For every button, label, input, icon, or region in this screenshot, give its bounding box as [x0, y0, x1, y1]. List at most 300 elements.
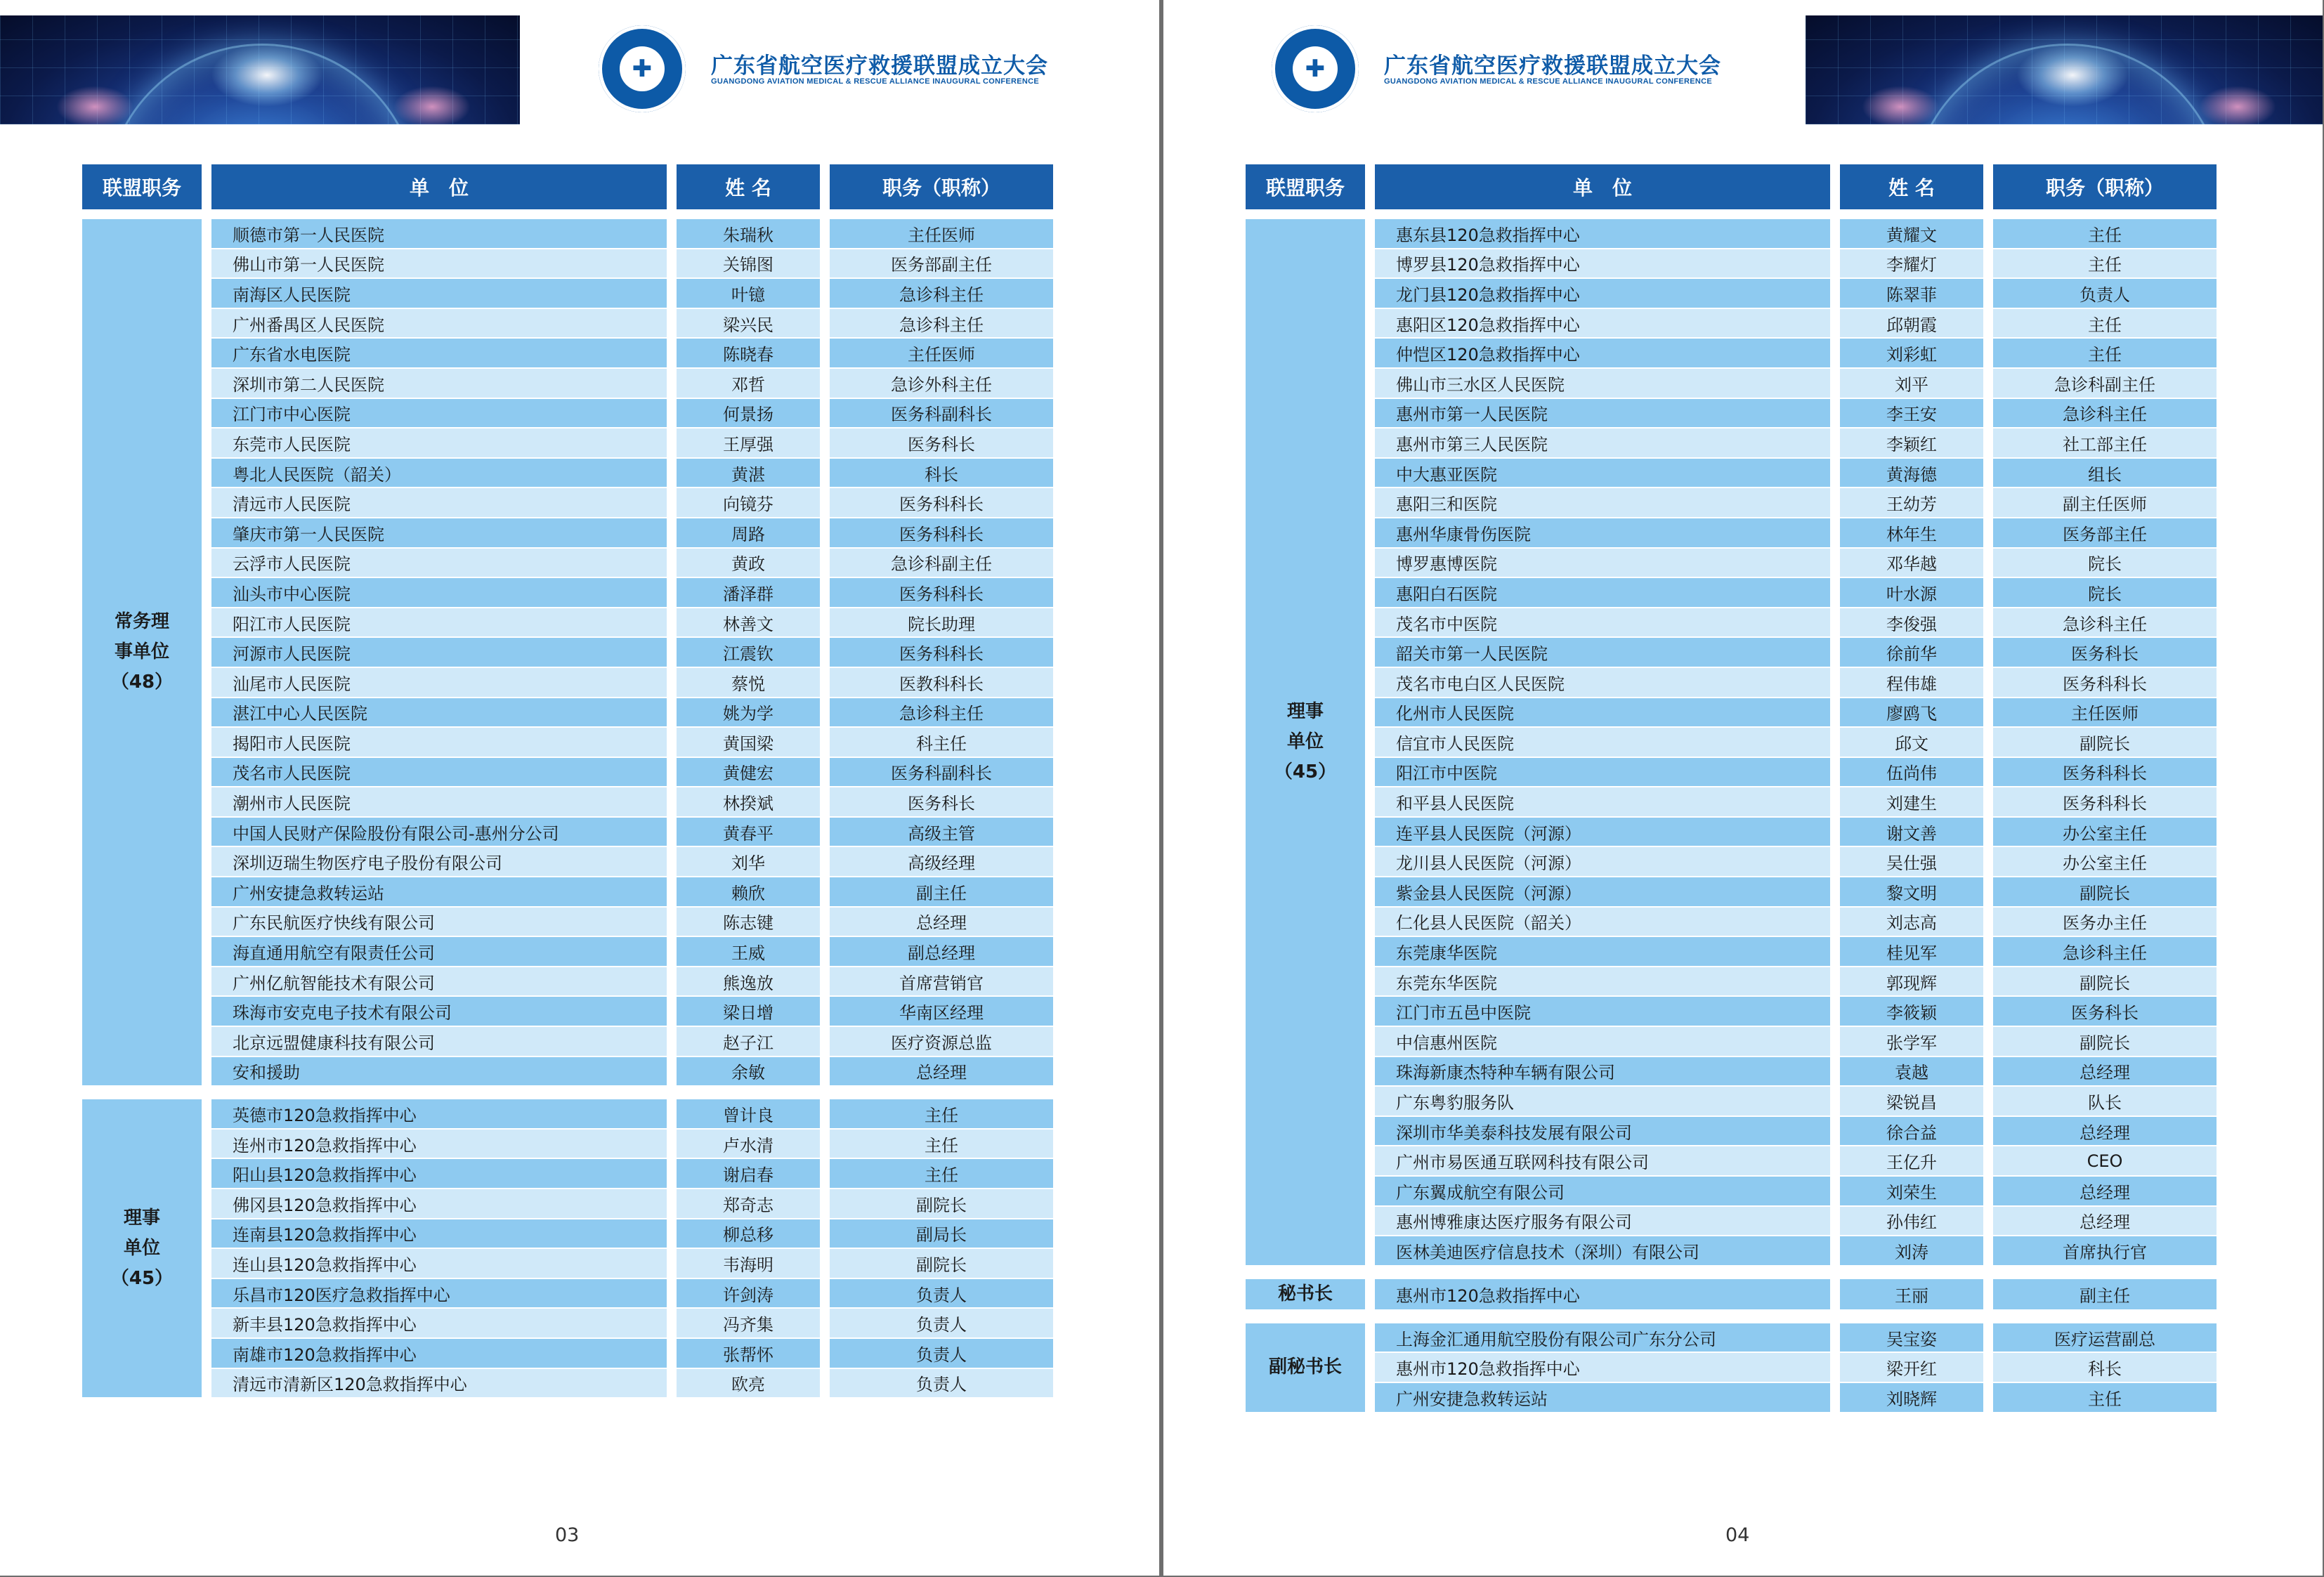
- table-row: [82, 908, 1053, 938]
- name-cell: 黄国梁: [677, 728, 820, 758]
- title-cell: 医务科科长: [1993, 787, 2217, 818]
- unit-cell: 江门市五邑中医院: [1375, 997, 1830, 1027]
- table-row: [1246, 908, 2217, 938]
- title-cell: 总经理: [1993, 1057, 2217, 1087]
- unit-cell: 广东民航医疗快线有限公司: [211, 908, 667, 938]
- title-cell: 科长: [830, 459, 1053, 489]
- name-cell: 熊逸放: [677, 967, 820, 997]
- unit-cell: 茂名市中医院: [1375, 608, 1830, 639]
- unit-cell: 英德市120急救指挥中心: [211, 1099, 667, 1130]
- table-row: [1246, 399, 2217, 429]
- name-cell: 梁兴民: [677, 309, 820, 339]
- table-row: [82, 339, 1053, 369]
- title-cell: 院长: [1993, 549, 2217, 579]
- unit-cell: 连南县120急救指挥中心: [211, 1219, 667, 1250]
- title-cell: CEO: [1993, 1146, 2217, 1177]
- name-cell: 吴宝姿: [1840, 1323, 1983, 1354]
- unit-cell: 揭阳市人民医院: [211, 728, 667, 758]
- name-cell: 林年生: [1840, 518, 1983, 549]
- unit-cell: 中信惠州医院: [1375, 1027, 1830, 1057]
- name-cell: 王幼芳: [1840, 488, 1983, 518]
- table-row: [1246, 1207, 2217, 1237]
- table-row: [1246, 937, 2217, 967]
- page-number: 04: [1725, 1524, 1750, 1546]
- unit-cell: 河源市人民医院: [211, 638, 667, 668]
- title-cell: 急诊科副主任: [830, 549, 1053, 579]
- title-cell: 医务部主任: [1993, 518, 2217, 549]
- table-row: [82, 1339, 1053, 1369]
- title-cell: 主任: [1993, 309, 2217, 339]
- table-row: [1246, 668, 2217, 698]
- name-cell: 刘晓辉: [1840, 1383, 1983, 1413]
- unit-cell: 广东翼成航空有限公司: [1375, 1177, 1830, 1207]
- name-cell: 赖欣: [677, 877, 820, 908]
- table-row: [82, 638, 1053, 668]
- title-cell: 医疗运营副总: [1993, 1323, 2217, 1354]
- name-cell: 徐合益: [1840, 1117, 1983, 1147]
- name-cell: 刘荣生: [1840, 1177, 1983, 1207]
- globe-banner-image: [1806, 15, 2323, 124]
- name-cell: 许剑涛: [677, 1279, 820, 1309]
- role-line: （45）: [110, 1267, 174, 1289]
- unit-cell: 广州番禺区人民医院: [211, 309, 667, 339]
- title-cell: 医务科长: [830, 787, 1053, 818]
- conference-title: 广东省航空医疗救援联盟成立大会: [711, 53, 1048, 79]
- name-cell: 叶镱: [677, 279, 820, 309]
- title-cell: 医疗资源总监: [830, 1027, 1053, 1057]
- table-row: [1246, 428, 2217, 459]
- table-row: [82, 309, 1053, 339]
- name-cell: 向镜芬: [677, 488, 820, 518]
- name-cell: 王厚强: [677, 428, 820, 459]
- name-cell: 周路: [677, 518, 820, 549]
- table-row: [1246, 698, 2217, 728]
- role-line: 副秘书长: [1268, 1356, 1342, 1378]
- title-cell: 急诊科副主任: [1993, 369, 2217, 399]
- unit-cell: 佛冈县120急救指挥中心: [211, 1189, 667, 1219]
- role-cell: [1246, 1279, 1365, 1311]
- title-cell: 高级经理: [830, 847, 1053, 877]
- unit-cell: 广东省水电医院: [211, 339, 667, 369]
- unit-cell: 上海金汇通用航空股份有限公司广东分公司: [1375, 1323, 1830, 1354]
- table-row: [1246, 1177, 2217, 1207]
- table-row: [82, 578, 1053, 608]
- title-cell: 医务科长: [1993, 997, 2217, 1027]
- title-cell: 院长: [1993, 578, 2217, 608]
- table-row: [82, 608, 1053, 639]
- table-row: [1246, 1279, 2217, 1311]
- table-row: [82, 877, 1053, 908]
- name-cell: 林揆斌: [677, 787, 820, 818]
- name-cell: 曾计良: [677, 1099, 820, 1130]
- table-row: [1246, 1323, 2217, 1354]
- name-cell: 邓华越: [1840, 549, 1983, 579]
- name-cell: 李颖红: [1840, 428, 1983, 459]
- unit-cell: 湛江中心人民医院: [211, 698, 667, 728]
- name-cell: 桂见军: [1840, 937, 1983, 967]
- title-cell: 医务科科长: [830, 488, 1053, 518]
- helicopter-icon: ✚: [1293, 46, 1338, 91]
- table-row: [1246, 578, 2217, 608]
- name-cell: 陈晓春: [677, 339, 820, 369]
- title-cell: 负责人: [1993, 279, 2217, 309]
- table-row: [1246, 1383, 2217, 1413]
- name-cell: 王亿升: [1840, 1146, 1983, 1177]
- table-row: [82, 728, 1053, 758]
- title-cell: 医务科科长: [1993, 668, 2217, 698]
- roster-table: [72, 164, 1063, 1399]
- unit-cell: 南雄市120急救指挥中心: [211, 1339, 667, 1369]
- title-cell: 急诊科主任: [830, 309, 1053, 339]
- unit-cell: 广州亿航智能技术有限公司: [211, 967, 667, 997]
- table-row: [82, 488, 1053, 518]
- role-line: 单位: [1286, 731, 1324, 752]
- table-row: [82, 459, 1053, 489]
- title-cell: 急诊外科主任: [830, 369, 1053, 399]
- unit-cell: 东莞东华医院: [1375, 967, 1830, 997]
- table-row: [82, 399, 1053, 429]
- table-header-row: [1246, 164, 2217, 219]
- unit-cell: 连山县120急救指挥中心: [211, 1249, 667, 1279]
- unit-cell: 信宜市人民医院: [1375, 728, 1830, 758]
- unit-cell: 阳江市中医院: [1375, 758, 1830, 788]
- table-row: [1246, 1087, 2217, 1117]
- table-row: [82, 249, 1053, 280]
- role-line: （48）: [110, 672, 174, 693]
- name-cell: 谢启春: [677, 1159, 820, 1189]
- name-cell: 潘泽群: [677, 578, 820, 608]
- name-cell: 刘平: [1840, 369, 1983, 399]
- unit-cell: 惠州市第三人民医院: [1375, 428, 1830, 459]
- globe-banner-image: [0, 15, 520, 124]
- name-cell: 柳总移: [677, 1219, 820, 1250]
- table-row: [82, 967, 1053, 997]
- title-cell: 急诊科主任: [1993, 937, 2217, 967]
- table-row: [1246, 847, 2217, 877]
- unit-cell: 海直通用航空有限责任公司: [211, 937, 667, 967]
- title-cell: 主任: [830, 1130, 1053, 1160]
- table-row: [1246, 219, 2217, 249]
- title-cell: 副主任: [1993, 1279, 2217, 1311]
- table-row: [1246, 549, 2217, 579]
- table-row: [82, 1189, 1053, 1219]
- title-cell: 副院长: [1993, 728, 2217, 758]
- table-row: [1246, 1117, 2217, 1147]
- title-cell: 主任: [1993, 1383, 2217, 1413]
- header-unit: 单 位: [211, 164, 667, 219]
- table-row: [82, 1219, 1053, 1250]
- name-cell: 梁日增: [677, 997, 820, 1027]
- unit-cell: 南海区人民医院: [211, 279, 667, 309]
- name-cell: 黄海德: [1840, 459, 1983, 489]
- unit-cell: 和平县人民医院: [1375, 787, 1830, 818]
- role-line: 秘书长: [1277, 1283, 1333, 1304]
- name-cell: 刘志高: [1840, 908, 1983, 938]
- title-cell: 社工部主任: [1993, 428, 2217, 459]
- name-cell: 张学军: [1840, 1027, 1983, 1057]
- unit-cell: 江门市中心医院: [211, 399, 667, 429]
- title-cell: 医务科科长: [1993, 758, 2217, 788]
- table-row: [82, 518, 1053, 549]
- role-cell: [1246, 1323, 1365, 1413]
- title-cell: 主任医师: [1993, 698, 2217, 728]
- unit-cell: 连平县人民医院（河源）: [1375, 818, 1830, 848]
- unit-cell: 北京远盟健康科技有限公司: [211, 1027, 667, 1057]
- name-cell: 孙伟红: [1840, 1207, 1983, 1237]
- unit-cell: 惠阳白石医院: [1375, 578, 1830, 608]
- title-cell: 总经理: [1993, 1177, 2217, 1207]
- title-cell: 医务科科长: [830, 578, 1053, 608]
- name-cell: 王丽: [1840, 1279, 1983, 1311]
- name-cell: 江震钦: [677, 638, 820, 668]
- title-cell: 负责人: [830, 1279, 1053, 1309]
- name-cell: 张帮怀: [677, 1339, 820, 1369]
- unit-cell: 仁化县人民医院（韶关）: [1375, 908, 1830, 938]
- conference-title: 广东省航空医疗救援联盟成立大会: [1384, 53, 1721, 79]
- alliance-logo: [599, 25, 686, 112]
- unit-cell: 珠海新康杰特种车辆有限公司: [1375, 1057, 1830, 1087]
- name-cell: 赵子江: [677, 1027, 820, 1057]
- name-cell: 李俊强: [1840, 608, 1983, 639]
- role-cell: [82, 1099, 202, 1399]
- name-cell: 朱瑞秋: [677, 219, 820, 249]
- table-row: [82, 758, 1053, 788]
- title-cell: 总经理: [1993, 1117, 2217, 1147]
- unit-cell: 广州安捷急救转运站: [211, 877, 667, 908]
- header-title: 职务（职称）: [830, 164, 1053, 219]
- unit-cell: 中国人民财产保险股份有限公司-惠州分公司: [211, 818, 667, 848]
- name-cell: 欧亮: [677, 1369, 820, 1399]
- name-cell: 吴仕强: [1840, 847, 1983, 877]
- unit-cell: 龙门县120急救指挥中心: [1375, 279, 1830, 309]
- unit-cell: 惠州市第一人民医院: [1375, 399, 1830, 429]
- title-cell: 副院长: [1993, 1027, 2217, 1057]
- unit-cell: 佛山市三水区人民医院: [1375, 369, 1830, 399]
- name-cell: 陈翠菲: [1840, 279, 1983, 309]
- role-line: 理事: [123, 1207, 160, 1229]
- table-row: [1246, 1146, 2217, 1177]
- unit-cell: 惠东县120急救指挥中心: [1375, 219, 1830, 249]
- header-name: 姓 名: [1840, 164, 1983, 219]
- table-row: [1246, 638, 2217, 668]
- unit-cell: 惠州市120急救指挥中心: [1375, 1353, 1830, 1383]
- unit-cell: 清远市清新区120急救指挥中心: [211, 1369, 667, 1399]
- table-row: [1246, 369, 2217, 399]
- table-row: [1246, 249, 2217, 280]
- name-cell: 叶水源: [1840, 578, 1983, 608]
- unit-cell: 肇庆市第一人民医院: [211, 518, 667, 549]
- name-cell: 姚为学: [677, 698, 820, 728]
- page-left: [0, 0, 1159, 1576]
- title-cell: 医务科副科长: [830, 758, 1053, 788]
- role-cell: [1246, 219, 1365, 1267]
- unit-cell: 顺德市第一人民医院: [211, 219, 667, 249]
- table-row: [82, 549, 1053, 579]
- name-cell: 程伟雄: [1840, 668, 1983, 698]
- title-cell: 负责人: [830, 1339, 1053, 1369]
- unit-cell: 阳江市人民医院: [211, 608, 667, 639]
- name-cell: 郭现辉: [1840, 967, 1983, 997]
- unit-cell: 惠州市120急救指挥中心: [1375, 1279, 1830, 1311]
- unit-cell: 紫金县人民医院（河源）: [1375, 877, 1830, 908]
- title-cell: 急诊科主任: [830, 279, 1053, 309]
- name-cell: 李耀灯: [1840, 249, 1983, 280]
- table-row: [1246, 787, 2217, 818]
- table-row: [82, 428, 1053, 459]
- title-cell: 总经理: [830, 908, 1053, 938]
- name-cell: 邱文: [1840, 728, 1983, 758]
- name-cell: 林善文: [677, 608, 820, 639]
- table-row: [82, 698, 1053, 728]
- name-cell: 黄健宏: [677, 758, 820, 788]
- unit-cell: 清远市人民医院: [211, 488, 667, 518]
- title-cell: 医务科副科长: [830, 399, 1053, 429]
- unit-cell: 惠阳区120急救指挥中心: [1375, 309, 1830, 339]
- title-cell: 主任医师: [830, 219, 1053, 249]
- role-line: 单位: [123, 1237, 160, 1259]
- unit-cell: 东莞市人民医院: [211, 428, 667, 459]
- title-cell: 主任: [1993, 249, 2217, 280]
- unit-cell: 新丰县120急救指挥中心: [211, 1309, 667, 1339]
- name-cell: 刘彩虹: [1840, 339, 1983, 369]
- role-line: 理事: [1286, 700, 1324, 722]
- title-cell: 组长: [1993, 459, 2217, 489]
- table-row: [82, 847, 1053, 877]
- title-cell: 主任: [1993, 339, 2217, 369]
- title-cell: 首席营销官: [830, 967, 1053, 997]
- table-row: [82, 279, 1053, 309]
- unit-cell: 深圳迈瑞生物医疗电子股份有限公司: [211, 847, 667, 877]
- name-cell: 邱朝霞: [1840, 309, 1983, 339]
- name-cell: 关锦图: [677, 249, 820, 280]
- table-row: [1246, 608, 2217, 639]
- unit-cell: 阳山县120急救指挥中心: [211, 1159, 667, 1189]
- title-cell: 副院长: [830, 1249, 1053, 1279]
- title-cell: 高级主管: [830, 818, 1053, 848]
- table-row: [1246, 818, 2217, 848]
- header-unit: 单 位: [1375, 164, 1830, 219]
- unit-cell: 潮州市人民医院: [211, 787, 667, 818]
- title-cell: 办公室主任: [1993, 847, 2217, 877]
- name-cell: 黄政: [677, 549, 820, 579]
- unit-cell: 云浮市人民医院: [211, 549, 667, 579]
- roster-table: [1236, 164, 2226, 1413]
- table-row: [82, 219, 1053, 249]
- unit-cell: 粤北人民医院（韶关）: [211, 459, 667, 489]
- table-row: [1246, 459, 2217, 489]
- title-cell: 负责人: [830, 1369, 1053, 1399]
- role-line: （45）: [1274, 761, 1337, 783]
- table-row: [82, 937, 1053, 967]
- unit-cell: 广州安捷急救转运站: [1375, 1383, 1830, 1413]
- name-cell: 黄春平: [677, 818, 820, 848]
- table-row: [82, 1099, 1053, 1130]
- unit-cell: 惠州华康骨伤医院: [1375, 518, 1830, 549]
- table-row: [82, 787, 1053, 818]
- table-row: [1246, 488, 2217, 518]
- title-cell: 副院长: [830, 1189, 1053, 1219]
- unit-cell: 茂名市人民医院: [211, 758, 667, 788]
- table-row: [82, 1027, 1053, 1057]
- table-row: [82, 1057, 1053, 1087]
- title-cell: 副主任医师: [1993, 488, 2217, 518]
- name-cell: 李筱颖: [1840, 997, 1983, 1027]
- name-cell: 冯齐集: [677, 1309, 820, 1339]
- name-cell: 王威: [677, 937, 820, 967]
- title-cell: 副院长: [1993, 967, 2217, 997]
- name-cell: 韦海明: [677, 1249, 820, 1279]
- title-cell: 医务科长: [1993, 638, 2217, 668]
- table-row: [82, 369, 1053, 399]
- alliance-logo: [1272, 25, 1359, 112]
- table-row: [82, 818, 1053, 848]
- header-name: 姓 名: [677, 164, 820, 219]
- table-row: [1246, 518, 2217, 549]
- header-role: 联盟职务: [82, 164, 202, 219]
- table-row: [82, 1130, 1053, 1160]
- title-cell: 主任: [830, 1159, 1053, 1189]
- unit-cell: 广州市易医通互联网科技有限公司: [1375, 1146, 1830, 1177]
- unit-cell: 惠阳三和医院: [1375, 488, 1830, 518]
- title-cell: 医务科科长: [830, 518, 1053, 549]
- name-cell: 黄湛: [677, 459, 820, 489]
- unit-cell: 茂名市电白区人民医院: [1375, 668, 1830, 698]
- unit-cell: 韶关市第一人民医院: [1375, 638, 1830, 668]
- unit-cell: 汕头市中心医院: [211, 578, 667, 608]
- group-spacer: [1246, 1267, 2217, 1279]
- table-row: [1246, 309, 2217, 339]
- title-cell: 医务办主任: [1993, 908, 2217, 938]
- unit-cell: 连州市120急救指挥中心: [211, 1130, 667, 1160]
- title-cell: 急诊科主任: [1993, 608, 2217, 639]
- table-row: [1246, 279, 2217, 309]
- name-cell: 蔡悦: [677, 668, 820, 698]
- name-cell: 袁越: [1840, 1057, 1983, 1087]
- name-cell: 梁开红: [1840, 1353, 1983, 1383]
- name-cell: 陈志键: [677, 908, 820, 938]
- name-cell: 谢文善: [1840, 818, 1983, 848]
- unit-cell: 博罗县120急救指挥中心: [1375, 249, 1830, 280]
- table-header-row: [82, 164, 1053, 219]
- title-cell: 队长: [1993, 1087, 2217, 1117]
- header-title: 职务（职称）: [1993, 164, 2217, 219]
- name-cell: 余敏: [677, 1057, 820, 1087]
- unit-cell: 中大惠亚医院: [1375, 459, 1830, 489]
- name-cell: 廖鸥飞: [1840, 698, 1983, 728]
- title-cell: 副院长: [1993, 877, 2217, 908]
- title-cell: 医务科长: [830, 428, 1053, 459]
- table-row: [1246, 758, 2217, 788]
- title-cell: 医务部副主任: [830, 249, 1053, 280]
- name-cell: 刘建生: [1840, 787, 1983, 818]
- unit-cell: 广东粤豹服务队: [1375, 1087, 1830, 1117]
- table-row: [82, 997, 1053, 1027]
- title-cell: 副局长: [830, 1219, 1053, 1250]
- unit-cell: 汕尾市人民医院: [211, 668, 667, 698]
- table-row: [82, 1279, 1053, 1309]
- role-line: 常务理: [114, 611, 169, 633]
- unit-cell: 深圳市第二人民医院: [211, 369, 667, 399]
- title-cell: 医教科科长: [830, 668, 1053, 698]
- name-cell: 卢水清: [677, 1130, 820, 1160]
- table-row: [1246, 1027, 2217, 1057]
- table-row: [1246, 967, 2217, 997]
- name-cell: 徐前华: [1840, 638, 1983, 668]
- table-row: [1246, 1236, 2217, 1267]
- table-row: [82, 1159, 1053, 1189]
- conference-subtitle: GUANGDONG AVIATION MEDICAL & RESCUE ALLIANCE INAUGURAL CONFERENCE: [1384, 77, 1713, 86]
- title-cell: 科主任: [830, 728, 1053, 758]
